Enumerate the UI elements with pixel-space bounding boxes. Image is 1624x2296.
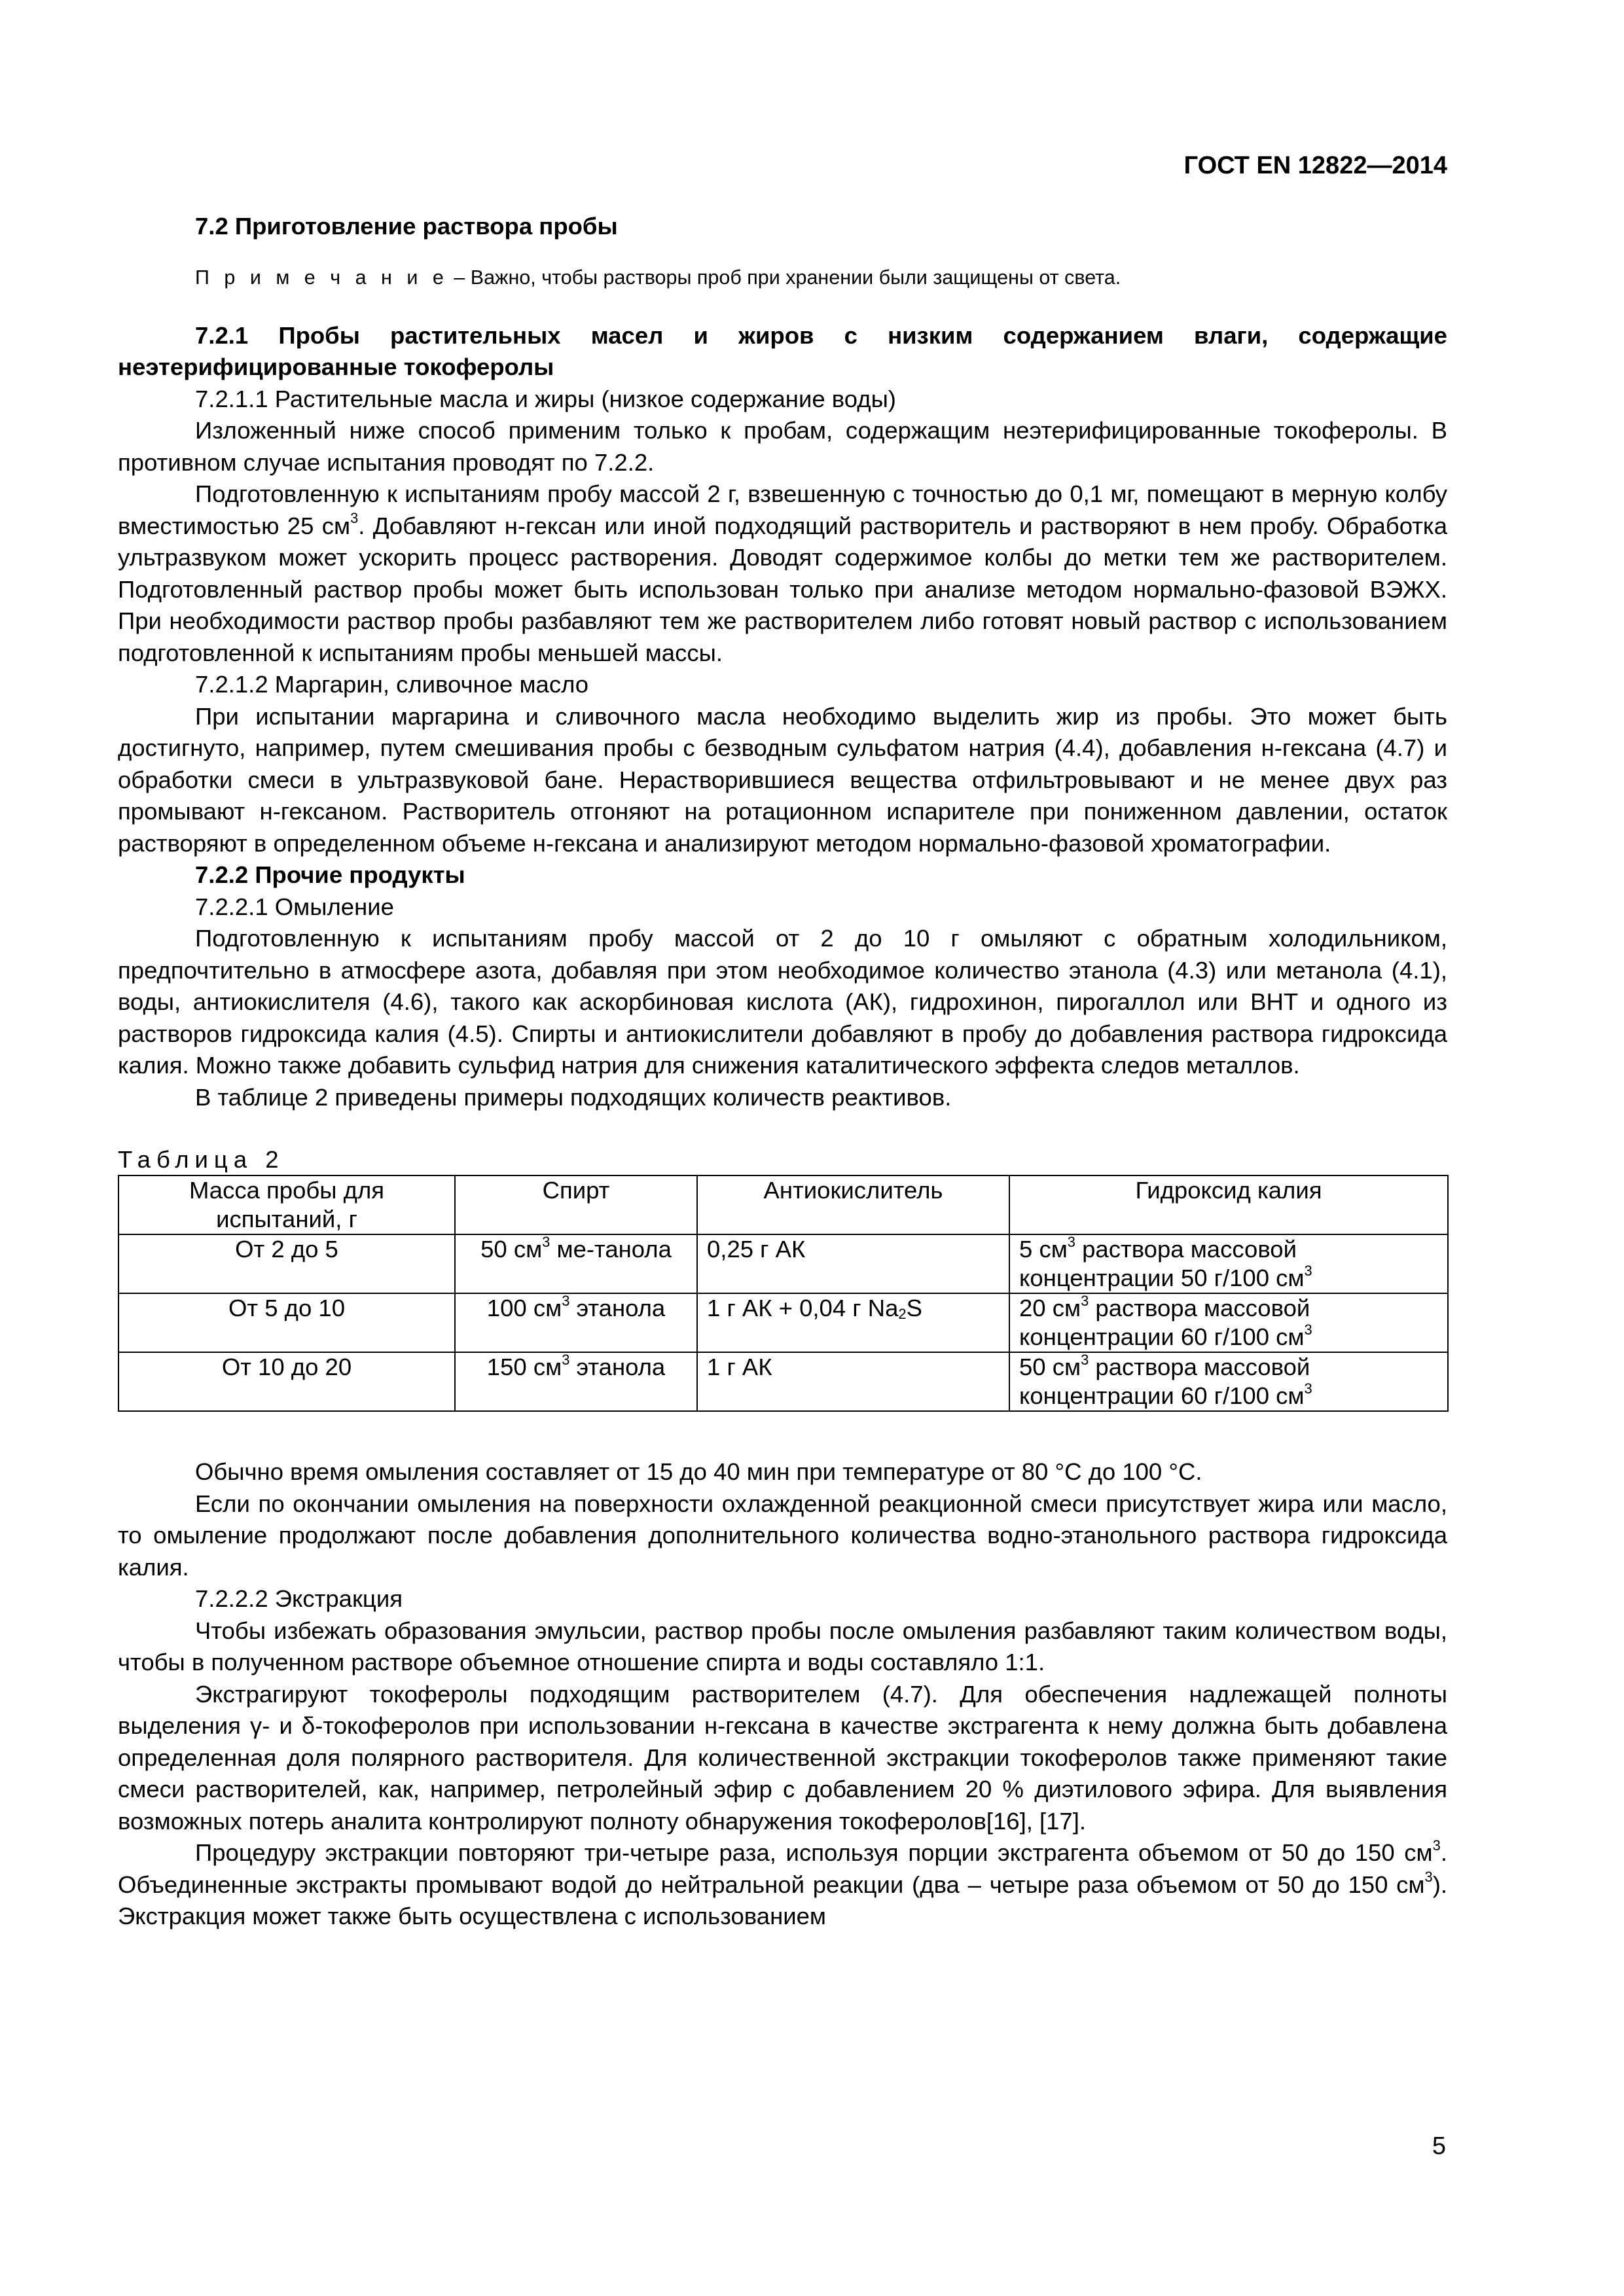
table-cell: От 5 до 10 xyxy=(118,1293,455,1352)
section-7-2-1-1-title: 7.2.1.1 Растительные масла и жиры (низкое содержание воды) xyxy=(195,385,896,412)
table-cell: От 2 до 5 xyxy=(118,1234,455,1293)
table-cell: 50 $см^3$ ме-танола xyxy=(455,1234,697,1293)
paragraph: Экстрагируют токоферолы подходящим растворителем (4.7). Для обеспечения надлежащей полноты выделения γ- и δ-токоферолов при использовании н-гексана в качестве экстрагента к нему должна быть добавлена определенная доля полярного растворителя. Для количественной экстракции токоферолов также применяют такие смеси растворителей, как, например, петролейный эфир с добавлением 20 % диэтилового эфира. Для выявления возможных потерь аналита контролируют полноту обнаружения токоферолов[16], [17]. xyxy=(118,1680,1447,1835)
section-7-2-1-title: 7.2.1 Пробы растительных масел и жиров с низким содержанием влаги, содержащие неэтерифицированные токоферолы xyxy=(118,321,1447,380)
table-header-cell: Гидроксид калия xyxy=(1009,1175,1448,1234)
text-run: ). Экстракция может также быть осуществлена с использованием xyxy=(118,1871,1447,1929)
note xyxy=(118,264,1447,291)
superscript: 3 xyxy=(1432,1837,1441,1854)
table-cell: От 10 до 20 xyxy=(118,1352,455,1411)
table-cell: 1 г АК + 0,04 г $Na_2S$ xyxy=(697,1293,1009,1352)
text-run: Процедуру экстракции повторяют три-четыре раза, используя порции экстрагента объемом от 50 до 150 см xyxy=(195,1839,1433,1866)
paragraph xyxy=(118,478,1447,669)
table-row xyxy=(118,1293,1448,1352)
section-7-2-title: 7.2 Приготовление раствора пробы xyxy=(195,213,618,240)
superscript: 3 xyxy=(350,510,359,527)
page-number: 5 xyxy=(1432,2132,1446,2160)
table-row xyxy=(118,1352,1448,1411)
table-caption: Таблица 2 xyxy=(118,1146,285,1173)
table-cell: 100 $см^3$ этанола xyxy=(455,1293,697,1352)
note-text: – Важно, чтобы растворы проб при хранении были защищены от света. xyxy=(448,266,1121,289)
table-cell: 0,25 г АК xyxy=(697,1234,1009,1293)
reagents-table xyxy=(118,1175,1449,1412)
note-label: П р и м е ч а н и е xyxy=(195,266,448,289)
table-header-row xyxy=(118,1175,1448,1234)
table-cell: 20 $см^3$ раствора массовой концентрации 60 г/100 $см^3$ xyxy=(1009,1293,1448,1352)
paragraph: Подготовленную к испытаниям пробу массой от 2 до 10 г омыляют с обратным холодильником, предпочтительно в атмосфере азота, добавляя при этом необходимое количество этанола (4.3) или метанола (4.1), воды, антиокислителя (4.6), такого как аскорбиновая кислота (АК), гидрохинон, пирогаллол или ВНТ и одного из растворов гидроксида калия (4.5). Спирты и антиокислители добавляют в пробу до добавления раствора гидроксида калия. Можно также добавить сульфид натрия для снижения каталитического эффекта следов металлов. xyxy=(118,925,1447,1079)
paragraph: При испытании маргарина и сливочного масла необходимо выделить жир из пробы. Это может быть достигнуто, например, путем смешивания пробы с безводным сульфатом натрия (4.4), добавления н-гексана (4.7) и обработки смеси в ультразвуковой бане. Нерастворившиеся вещества отфильтровывают и не менее двух раз промывают н-гексаном. Растворитель отгоняют на ротационном испарителе при пониженном давлении, остаток растворяют в определенном объеме н-гексана и анализируют методом нормально-фазовой хроматографии. xyxy=(118,702,1447,857)
page-content xyxy=(118,211,1447,1933)
section-7-2-2-title: 7.2.2 Прочие продукты xyxy=(195,861,465,888)
table-header-cell: Спирт xyxy=(455,1175,697,1234)
table-cell: 150 $см^3$ этанола xyxy=(455,1352,697,1411)
paragraph: Чтобы избежать образования эмульсии, раствор пробы после омыления разбавляют таким количеством воды, чтобы в полученном растворе объемное отношение спирта и воды составляло 1:1. xyxy=(118,1617,1447,1676)
table-cell: 50 $см^3$ раствора массовой концентрации 60 г/100 $см^3$ xyxy=(1009,1352,1448,1411)
paragraph: Если по окончании омыления на поверхности охлажденной реакционной смеси присутствует жира или масло, то омыление продолжают после добавления дополнительного количества водно-этанольного раствора гидроксида калия. xyxy=(118,1490,1447,1581)
section-7-2-2-2-title: 7.2.2.2 Экстракция xyxy=(195,1585,403,1612)
paragraph: В таблице 2 приведены примеры подходящих количеств реактивов. xyxy=(195,1083,952,1111)
superscript: 3 xyxy=(1424,1869,1433,1886)
table-cell: 5 $см^3$ раствора массовой концентрации 50 г/100 $см^3$ xyxy=(1009,1234,1448,1293)
table-header-cell: Масса пробы для испытаний, г xyxy=(118,1175,455,1234)
paragraph: Изложенный ниже способ применим только к пробам, содержащим неэтерифицированные токоферолы. В противном случае испытания проводят по 7.2.2. xyxy=(118,417,1447,476)
paragraph xyxy=(118,1837,1447,1933)
table-row xyxy=(118,1234,1448,1293)
text-run: Подготовленную к испытаниям пробу массой 2 г, взвешенную с точностью до 0,1 мг, помещают в мерную колбу вместимостью 25 см xyxy=(118,480,1447,539)
paragraph: Обычно время омыления составляет от 15 до 40 мин при температуре от 80 °С до 100 °С. xyxy=(195,1458,1202,1485)
text-run: . Добавляют н-гексан или иной подходящий растворитель и растворяют в нем пробу. Обработка ультразвуком может ускорить процесс растворения. Доводят содержимое колбы до метки тем же растворителем. Подготовленный раствор пробы может быть использован только при анализе методом нормально-фазовой ВЭЖХ. При необходимости раствор пробы разбавляют тем же растворителем либо готовят новый раствор с использованием подготовленной к испытаниям пробы меньшей массы. xyxy=(118,512,1447,666)
section-7-2-1-2-title: 7.2.1.2 Маргарин, сливочное масло xyxy=(195,671,589,698)
document-header: ГОСТ EN 12822—2014 xyxy=(1183,152,1447,179)
text-run: . Объединенные экстракты промывают водой до нейтральной реакции (два – четыре раза объемом от 50 до 150 см xyxy=(118,1839,1447,1898)
table-cell: 1 г АК xyxy=(697,1352,1009,1411)
table-header-cell: Антиокислитель xyxy=(697,1175,1009,1234)
section-7-2-2-1-title: 7.2.2.1 Омыление xyxy=(195,893,394,920)
